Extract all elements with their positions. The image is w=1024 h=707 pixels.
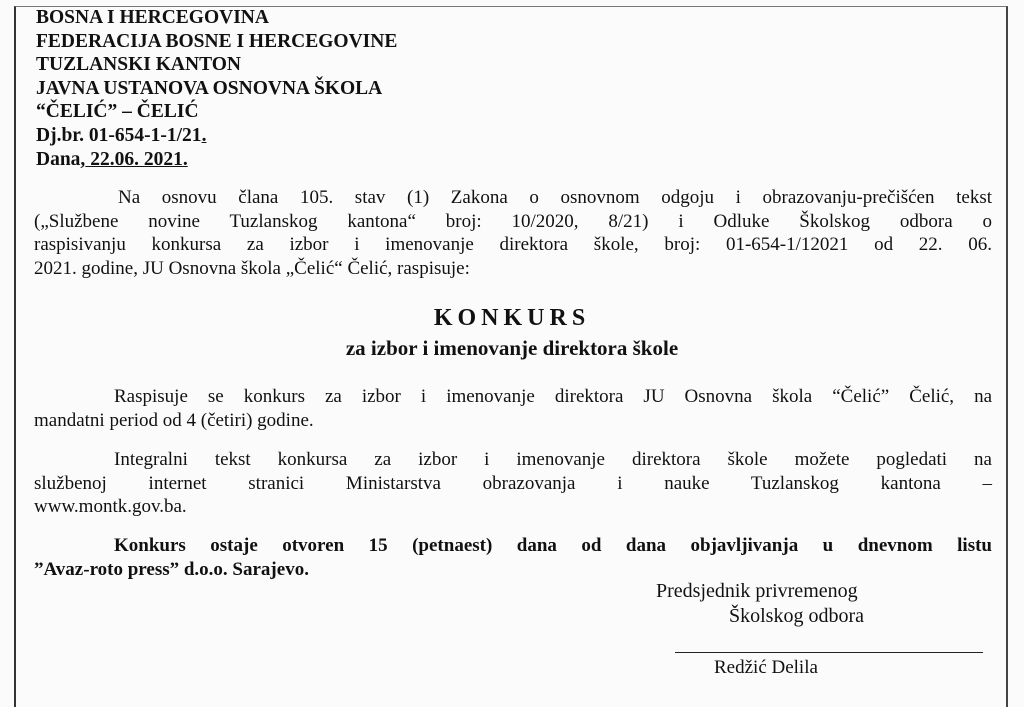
intro-line-1: Na osnovu člana 105. stav (1) Zakona o osnovnom odgoju i obrazovanju-prečišćen tekst xyxy=(118,187,992,208)
deadline-paragraph xyxy=(34,534,992,581)
announcement-paragraph xyxy=(34,385,992,432)
signatory-role-1: Predsjednik privremenog xyxy=(656,580,858,602)
intro-line-2: („Službene novine Tuzlanskog kantona“ broj: 10/2020, 8/21) i Odluke Školskog odbora o xyxy=(34,210,992,232)
letterhead xyxy=(36,6,397,171)
letterhead-federation: FEDERACIJA BOSNE I HERCEGOVINE xyxy=(36,30,398,52)
deadline-line-1: Konkurs ostaje otvoren 15 (petnaest) dana od dana objavljivanja u dnevnom listu xyxy=(114,535,992,556)
signatory-role-2: Školskog odbora xyxy=(729,605,864,627)
document-title: KONKURS xyxy=(433,305,591,331)
announcement-line-1: Raspisuje se konkurs za izbor i imenovanje direktora JU Osnovna škola “Čelić” Čelić, na xyxy=(114,386,992,407)
date-value: 22.06. 2021. xyxy=(85,148,188,170)
integral-text-line-2: službenoj internet stranici Ministarstva obrazovanja i nauke Tuzlanskog kantona – xyxy=(34,472,992,494)
intro-paragraph xyxy=(34,186,992,280)
letterhead-institution: JAVNA USTANOVA OSNOVNA ŠKOLA xyxy=(36,77,383,99)
deadline-line-2: ”Avaz-roto press” d.o.o. Sarajevo. xyxy=(34,558,309,580)
signatory-name: Redžić Delila xyxy=(714,657,818,678)
date-label: Dana, xyxy=(36,148,86,170)
reference-number-text: Dj.br. 01-654-1-1/21 xyxy=(36,124,202,146)
intro-line-3: raspisivanju konkursa za izbor i imenovanje direktora škole, broj: 01-654-1/12021 od 22. 06. xyxy=(34,234,992,255)
letterhead-school-name: “ČELIĆ” – ČELIĆ xyxy=(36,101,199,123)
letterhead-country: BOSNA I HERCEGOVINA xyxy=(36,7,269,28)
document-subtitle: za izbor i imenovanje direktora škole xyxy=(345,336,679,360)
integral-text-paragraph xyxy=(34,448,992,519)
signature-line xyxy=(675,652,983,653)
announcement-line-2: mandatni period od 4 (četiri) godine. xyxy=(34,409,314,431)
letterhead-canton: TUZLANSKI KANTON xyxy=(36,54,241,76)
document-date xyxy=(36,148,397,172)
ministry-website-link: www.montk.gov.ba. xyxy=(34,496,187,517)
integral-text-line-1: Integralni tekst konkursa za izbor i imenovanje direktora škole možete pogledati na xyxy=(114,449,992,470)
intro-line-4: 2021. godine, JU Osnovna škola „Čelić“ Čelić, raspisuje: xyxy=(34,257,470,279)
reference-number xyxy=(36,124,397,148)
reference-number-dot: . xyxy=(201,124,207,146)
